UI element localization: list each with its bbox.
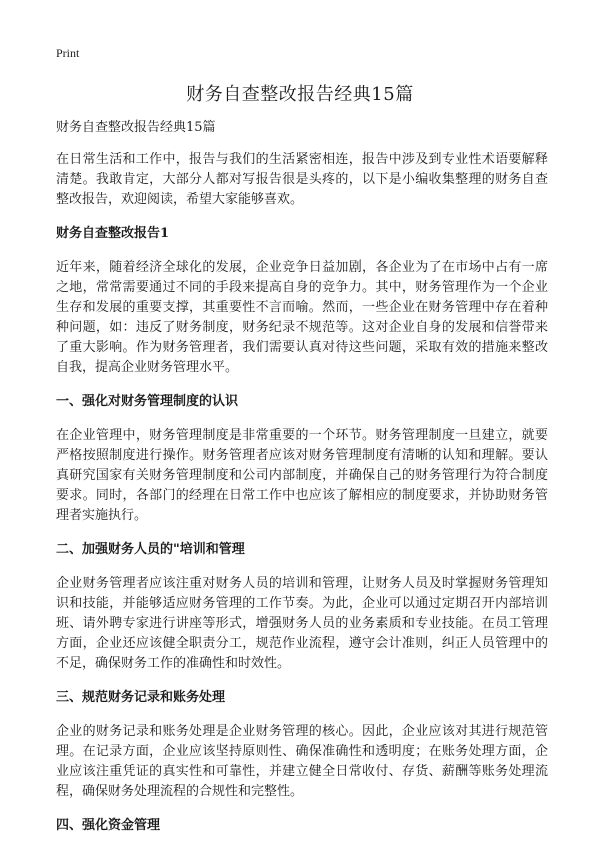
document-title: 财务自查整改报告经典15篇 (186, 84, 414, 105)
section-body-3: 企业的财务记录和账务处理是企业财务管理的核心。因此，企业应该对其进行规范管理。在记录方面，企业应该坚持原则性、确保准确性和透明度；在账务处理方面，企业应该注重凭证的真实性和可靠性，并建立健全日常收付、存货、薪酬等账务处理流程，确保财务处理流程的合规性和完整性。 (56, 724, 548, 799)
section-heading-4: 四、强化资金管理 (56, 818, 161, 833)
section-heading-3: 三、规范财务记录和账务处理 (56, 690, 226, 705)
intro-paragraph: 在日常生活和工作中，报告与我们的生活紧密相连，报告中涉及到专业性术语要解释清楚。我敢肯定，大部分人都对写报告很是头疼的，以下是小编收集整理的财务自查整改报告，欢迎阅读，希望大家能够喜欢。 (56, 152, 548, 207)
print-link[interactable]: Print (56, 46, 80, 60)
document-subtitle: 财务自查整改报告经典15篇 (56, 120, 216, 135)
document-body (56, 118, 548, 850)
report-heading: 财务自查整改报告1 (56, 226, 170, 241)
section-heading-1: 一、强化对财务管理制度的认识 (56, 394, 239, 409)
section-body-1: 在企业管理中，财务管理制度是非常重要的一个环节。财务管理制度一旦建立，就要严格按照制度进行操作。财务管理者应该对财务管理制度有清晰的认知和理解。要认真研究国家有关财务管理制度和公司内部制度，并确保自己的财务管理行为符合制度要求。同时，各部门的经理在日常工作中也应该了解相应的制度要求，并协助财务管理者实施执行。 (56, 428, 548, 523)
section-heading-2: 二、加强财务人员的"培训和管理 (56, 542, 245, 557)
report-intro-paragraph: 近年来，随着经济全球化的发展，企业竞争日益加剧，各企业为了在市场中占有一席之地，常常需要通过不同的手段来提高自身的竞争力。其中，财务管理作为一个企业生存和发展的重要支撑，其重要性不言而喻。然而，一些企业在财务管理中存在着种种问题，如：违反了财务制度，财务纪录不规范等。这对企业自身的发展和信誉带来了重大影响。作为财务管理者，我们需要认真对待这些问题，采取有效的措施来整改自我，提高企业财务管理水平。 (56, 260, 548, 375)
section-body-2: 企业财务管理者应该注重对财务人员的培训和管理，让财务人员及时掌握财务管理知识和技能，并能够适应财务管理的工作节奏。为此，企业可以通过定期召开内部培训班、请外聘专家进行讲座等形式，增强财务人员的业务素质和专业技能。在员工管理方面，企业还应该健全职责分工，规范作业流程，遵守会计准则，纠正人员管理中的不足，确保财务工作的准确性和时效性。 (56, 576, 548, 671)
